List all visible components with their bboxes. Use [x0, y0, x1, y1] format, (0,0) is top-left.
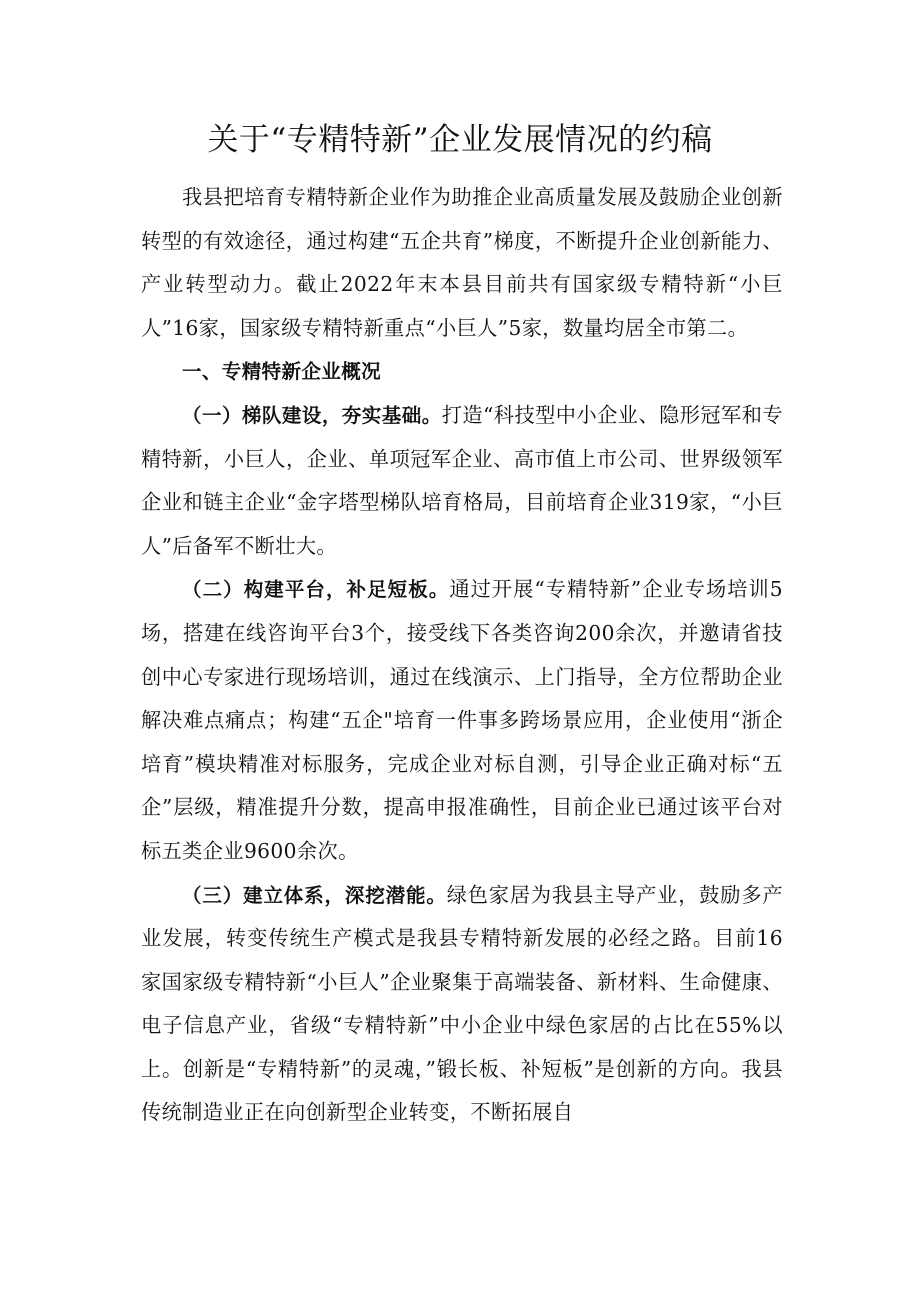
document-body	[141, 176, 783, 1135]
item-title-3: （三）建立体系，深挖潜能。	[182, 883, 447, 907]
item-paragraph-2	[141, 568, 783, 873]
item-text-2: 通过开展“专精特新”企业专场培训5场，搭建在线咨询平台3个，接受线下各类咨询200余次，并邀请省技创中心专家进行现场培训，通过在线演示、上门指导，全方位帮助企业解决难点痛点；构建“五企"培育一件事多跨场景应用，企业使用“浙企培育”模块精准对标服务，完成企业对标自测，引导企业正确对标“五企”层级，精准提升分数，提高申报准确性，目前企业已通过该平台对标五类企业9600余次。	[141, 577, 783, 863]
item-paragraph-3	[141, 874, 783, 1136]
section-heading: 一、专精特新企业概况	[182, 360, 382, 384]
item-paragraph-1	[141, 394, 783, 568]
document-title: 关于“专精特新”企业发展情况的约稿	[207, 122, 713, 158]
item-text-3: 绿色家居为我县主导产业，鼓励多产业发展，转变传统生产模式是我县专精特新发展的必经之路。目前16家国家级专精特新“小巨人”企业聚集于高端装备、新材料、生命健康、电子信息产业，省级“专精特新”中小企业中绿色家居的占比在55%以上。创新是“专精特新”的灵魂，”锻长板、补短板”是创新的方向。我县传统制造业正在向创新型企业转变，不断拓展自	[141, 882, 783, 1125]
item-title-2: （二）构建平台，补足短板。	[182, 578, 450, 602]
item-title-1: （一）梯队建设，夯实基础。	[182, 403, 442, 427]
intro-paragraph: 我县把培育专精特新企业作为助推企业高质量发展及鼓励企业创新转型的有效途径，通过构建“五企共育”梯度，不断提升企业创新能力、产业转型动力。截止2022年末本县目前共有国家级专精特新“小巨人”16家，国家级专精特新重点“小巨人”5家，数量均居全市第二。	[141, 185, 783, 340]
item-text-1: 打造“科技型中小企业、隐形冠军和专精特新，小巨人，企业、单项冠军企业、高市值上市公司、世界级领军企业和链主企业“金字塔型梯队培育格局，目前培育企业319家，“小巨人”后备军不断壮大。	[141, 402, 784, 558]
